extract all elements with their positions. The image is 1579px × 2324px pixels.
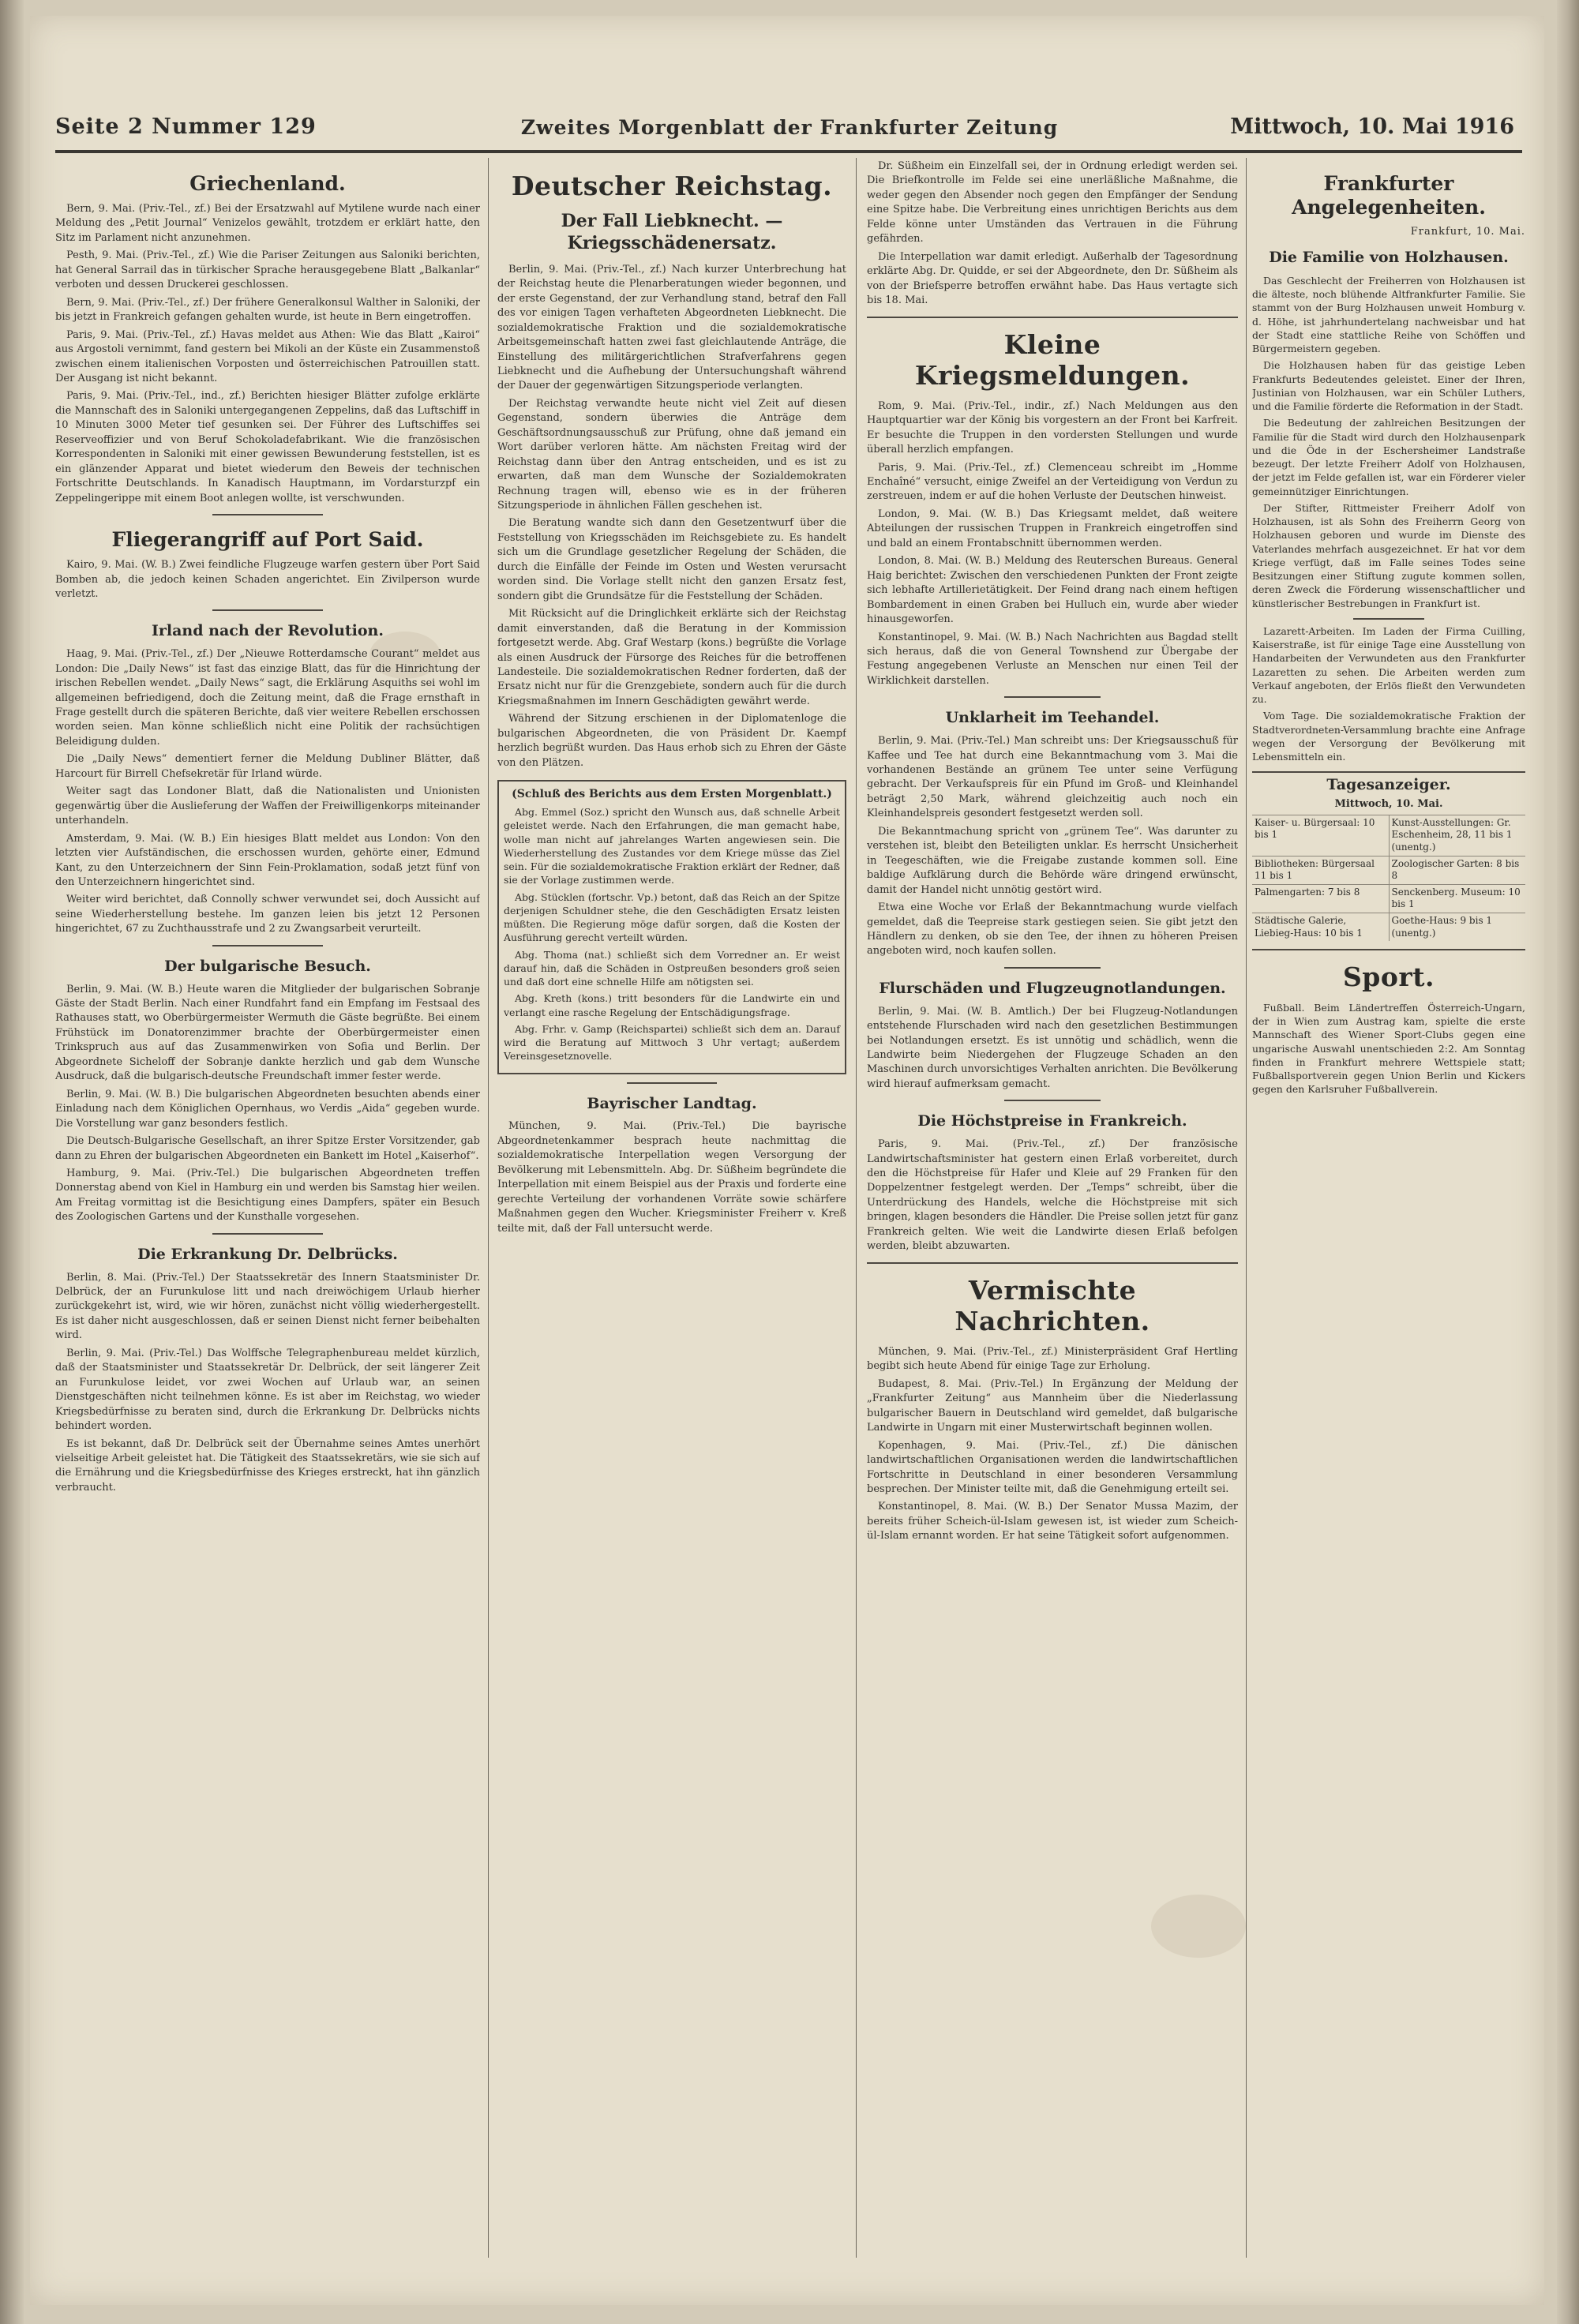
paragraph: Weiter sagt das Londoner Blatt, daß die Nationalisten und Unionisten gegenwärtig über die Auslieferung der Waffen der Freiwilligenkorps miteinander unterhandeln. (55, 785, 480, 827)
paragraph: Abg. Emmel (Soz.) spricht den Wunsch aus, daß schnelle Arbeit geleistet werde. Nach den Erfahrungen, die man gemacht habe, wolle man nicht auf jahrelanges Warten angewiesen sein. Die Wiederherstellung des Zustandes vor dem Kriege müsse das Ziel sein. Für die sozialdemokratische Fraktion erklärt der Redner, daß sie der Vorlage zustimmen werde. (504, 806, 840, 886)
article-hoechstpreise (867, 1138, 1238, 1254)
paragraph: Paris, 9. Mai. (Priv.-Tel., ind., zf.) Berichten hiesiger Blätter zufolge erklärte die Mannschaft des in Saloniki untergegangenen Zeppelins, daß das Luftschiff in 10 Minuten 3000 Meter tief gesunken sei. Der Führer des Luftschiffes sei Reserveoffizier und von Beruf Schokoladefabrikant. Wie die französischen Korrespondenten in Saloniki mit einer gewissen Bewunderung feststellen, ist es ein glänzender Apparat und bietet wiederum den Beweis der technischen Fortschritte Deutschlands. In Kanadisch Hauptmann, im Vordarsturzpf ein Zeppelingerippe mit einem Boot anlegen wollte, ist verschwunden. (55, 390, 480, 504)
column-2 (497, 159, 846, 2259)
section-heading-bulgarischer-besuch: Der bulgarische Besuch. (164, 957, 371, 975)
article-vermischtes (867, 1345, 1238, 1544)
article-kriegsmeldungen (867, 399, 1238, 689)
binding-shadow-right (1557, 0, 1579, 2324)
section-heading-kriegsmeldungen: Kleine Kriegsmeldungen. (914, 328, 1191, 392)
paragraph: Fußball. Beim Ländertreffen Österreich-Ungarn, der in Wien zum Austrag kam, spielte die erste Mannschaft des Wiener Sport-Clubs gegen eine ungarische Auswahl unentschieden 2:2. Am Sonntag finden in Frankfurt mehrere Wettspiele statt; Fußballsportverein gegen Union Berlin und Kickers gegen den Karlsruher Fußballverein. (1252, 1001, 1525, 1096)
column-3 (867, 159, 1238, 2259)
article-irland (55, 647, 480, 937)
paragraph: Paris, 9. Mai. (Priv.-Tel., zf.) Clemenceau schreibt im „Homme Enchaîné“ versucht, einige Zweifel an der Verteidigung von Verdun zu zerstreuen, indem er auf die hohen Verluste der Deutschen hinweist. (867, 461, 1238, 503)
section-heading-holzhausen: Die Familie von Holzhausen. (1269, 249, 1509, 266)
paragraph: Es ist bekannt, daß Dr. Delbrück seit der Übernahme seines Amtes unerhört vielseitige Arbeit geleistet hat. Die Tätigkeit des Staatssekretärs, wie sie sich auf die Ernährung und die Kriegsbedürfnisse des Krieges erstreckt, hat ihn gänzlich verbraucht. (55, 1438, 480, 1494)
article-fliegerangriff (55, 558, 480, 602)
table-row (1252, 884, 1525, 913)
table-cell: Palmengarten: 7 bis 8 (1252, 884, 1389, 913)
column-rule (856, 158, 857, 2258)
table-row (1252, 856, 1525, 884)
divider (212, 609, 323, 611)
paragraph: London, 9. Mai. (W. B.) Das Kriegsamt meldet, daß weitere Abteilungen der russischen Truppen in Frankreich eingetroffen sind und bald an einem Frontabschnitt übernommen werden. (867, 508, 1238, 549)
paragraph: Abg. Stücklen (fortschr. Vp.) betont, daß das Reich an der Spitze derjenigen Schuldner stehe, die den Geschädigten Ersatz leisten müßten. Die Regierung möge dafür sorgen, daß die Kosten der Ausführung gerecht verteilt würden. (504, 890, 840, 944)
article-griechenland (55, 202, 480, 506)
article-continuation-top (867, 159, 1238, 309)
paragraph: München, 9. Mai. (Priv.-Tel., zf.) Ministerpräsident Graf Hertling begibt sich heute Abend für einige Tage zur Erholung. (867, 1345, 1238, 1373)
section-heading-flurschaeden: Flurschäden und Flugzeugnotlandungen. (879, 979, 1226, 997)
paragraph: Hamburg, 9. Mai. (Priv.-Tel.) Die bulgarischen Abgeordneten treffen Donnerstag abend von Kiel in Hamburg ein und werden bis Samstag hier weilen. Am Freitag vormittag ist die Besichtigung eines Dampfers, später ein Besuch des Zoologischen Gartens und der Kunsthalle vorgesehen. (55, 1167, 480, 1224)
article-reichstag (497, 263, 846, 770)
paragraph: Der Reichstag verwandte heute nicht viel Zeit auf diesen Gegenstand, sondern überwies die Anträge dem Geschäftsordnungsausschuß zur Prüfung, ohne daß jemand ein Wort darüber verloren hätte. Am nächsten Freitag wird der Reichstag dann über den Antrag entscheiden, und es ist zu erwarten, daß man dem Wunsche der Sozialdemokraten Rechnung tragen will, ebenso wie es in der früheren Sitzungsperiode in ähnlichen Fällen geschehen ist. (497, 397, 846, 512)
paragraph: Haag, 9. Mai. (Priv.-Tel., zf.) Der „Nieuwe Rotterdamsche Courant“ meldet aus London: Die „Daily News“ ist fast das einzige Blatt, das für die Hinrichtung der irischen Rebellen wendet. „Daily News“ sagt, die Erklärung Asquiths sei wohl im allgemeinen befriedigend, doch die Zeitung meint, daß die Frage ernsthaft in Frage gestellt durch die späteren Berichte, daß vier weitere Rebellen erschossen worden seien. Man könne schließlich nicht eine Politik der rachsüchtigen Beleidigung dulden. (55, 648, 480, 748)
paragraph: Etwa eine Woche vor Erlaß der Bekanntmachung wurde vielfach gemeldet, daß die Teepreise stark gestiegen seien. Sie gibt jetzt den Händlern zu denken, ob sie den Tee, der ihnen zu höheren Preisen angeboten wird, noch kaufen sollen. (867, 901, 1238, 958)
paragraph: Das Geschlecht der Freiherren von Holzhausen ist die älteste, noch blühende Altfrankfurter Familie. Sie stammt von der Burg Holzhausen unweit Homburg v. d. Höhe, ist jahrhundertelang nachweisbar und hat der Stadt eine stattliche Reihe von Schöffen und Bürgermeistern gegeben. (1252, 274, 1525, 354)
paragraph: Kairo, 9. Mai. (W. B.) Zwei feindliche Flugzeuge warfen gestern über Port Said Bomben ab, die jedoch keinen Schaden angerichtet. Ein Zivilperson wurde verletzt. (55, 559, 480, 600)
divider (867, 1262, 1238, 1264)
paragraph: Abg. Kreth (kons.) tritt besonders für die Landwirte ein und verlangt eine rasche Regelung der Entschädigungsfrage. (504, 992, 840, 1018)
paragraph: Die Bekanntmachung spricht von „grünem Tee“. Was darunter zu verstehen ist, bleibt den Beteiligten unklar. Es herrscht Unsicherheit in Teegeschäften, wie die Freigabe zustande kommen soll. Eine baldige Aufklärung durch die Behörde wäre dringend erwünscht, damit der Handel nicht unnötig gestört wird. (867, 825, 1238, 896)
article-bulgarischer-besuch (55, 983, 480, 1225)
paragraph: Berlin, 9. Mai. (Priv.-Tel.) Man schreibt uns: Der Kriegsausschuß für Kaffee und Tee hat durch eine Bekanntmachung vom 3. Mai die vorhandenen Bestände an grünem Tee unter seine Verfügung gebracht. Der Verkaufspreis für ein Pfund im Groß- und Kleinhandel beträgt 2,50 Mark, während gleichzeitig auch noch ein Kleinhandelspreis gesondert festgesetzt werden soll. (867, 735, 1238, 820)
paragraph: Budapest, 8. Mai. (Priv.-Tel.) In Ergänzung der Meldung der „Frankfurter Zeitung“ aus Mannheim über die Niederlassung bulgarischer Bauern in Deutschland wird gemeldet, daß bulgarische Landwirte in Ungarn mit einer Musterwirtschaft beginnen wollen. (867, 1378, 1238, 1434)
paragraph: Kopenhagen, 9. Mai. (Priv.-Tel., zf.) Die dänischen landwirtschaftlichen Organisationen werden die landwirtschaftlichen Fortschritte in Deutschland in einer besonderen Versammlung besprechen. Der Minister teilte mit, daß die Genehmigung erteilt sei. (867, 1439, 1238, 1495)
tagesanzeiger-date: Mittwoch, 10. Mai. (1334, 798, 1443, 810)
table-cell: Bibliotheken: Bürgersaal 11 bis 1 (1252, 856, 1389, 884)
divider (627, 1082, 718, 1084)
paragraph: Mit Rücksicht auf die Dringlichkeit erklärte sich der Reichstag damit einverstanden, daß die Beratung in der Kommission fortgesetzt werde. Abg. Graf Westarp (kons.) begrüßte die Vorlage als einen Ausdruck der Fürsorge des Reiches für die betroffenen Landesteile. Die sozialdemokratischen Redner forderten, daß der Ersatz nicht nur für die Grenzgebiete, sondern auch für die durch Kriegsmaßnahmen im Innern Geschädigten gewährt werde. (497, 608, 846, 707)
paragraph: Weiter wird berichtet, daß Connolly schwer verwundet sei, doch Aussicht auf seine Wiederherstellung bestehe. Im ganzen leien bis jetzt 12 Personen hingerichtet, 67 zu Zuchthausstrafe und 2 zu Zwangsarbeit verurteilt. (55, 894, 480, 935)
paragraph: Abg. Thoma (nat.) schließt sich dem Vorredner an. Er weist darauf hin, daß die Schäden in Ostpreußen besonders groß seien und daß dort eine schnelle Hilfe am nötigsten sei. (504, 948, 840, 988)
divider (1353, 618, 1424, 620)
article-sport (1252, 1001, 1525, 1096)
masthead-rule (55, 150, 1522, 153)
column-4 (1252, 159, 1525, 2259)
newspaper-page (30, 16, 1544, 2305)
article-reichstag-continued (504, 805, 840, 1063)
paragraph: Berlin, 8. Mai. (Priv.-Tel.) Der Staatssekretär des Innern Staatsminister Dr. Delbrück, der an Furunkulose litt und nach dreiwöchigem Urlaub hierher zurückgekehrt ist, wird, wie wir hören, zunächst nicht völlig wiederhergestellt. Es ist daher nicht ausgeschlossen, daß er seinen Dienst nicht ferner beibehalten wird. (55, 1271, 480, 1342)
column-rule (1246, 158, 1247, 2258)
divider (1252, 771, 1525, 773)
paragraph: Vom Tage. Die sozialdemokratische Fraktion der Stadtverordneten-Versammlung brachte eine Anfrage wegen der Versorgung der Bevölkerung mit Lebensmitteln ein. (1252, 710, 1525, 763)
article-teehandel (867, 734, 1238, 959)
paragraph: Paris, 9. Mai. (Priv.-Tel., zf.) Havas meldet aus Athen: Wie das Blatt „Kairoi“ aus Argostoli vernimmt, fand gestern bei Mikoli an der Küste ein Zusammenstoß zwischen einem italienischen Vorposten und österreichischen Patrouillen statt. Der Ausgang ist nicht bekannt. (55, 328, 480, 384)
divider (1252, 949, 1525, 950)
article-delbrueck (55, 1271, 480, 1496)
paragraph: Berlin, 9. Mai. (W. B.) Die bulgarischen Abgeordneten besuchten abends einer Einladung nach dem Königlichen Opernhaus, wo Verdis „Aida“ gegeben wurde. Die Vorstellung war ganz besonders festlich. (55, 1088, 480, 1130)
paper-title: Zweites Morgenblatt der Frankfurter Zeitung (520, 116, 1059, 139)
table-cell: Goethe-Haus: 9 bis 1 (unentg.) (1389, 913, 1525, 942)
paragraph: Die Deutsch-Bulgarische Gesellschaft, an ihrer Spitze Erster Vorsitzender, gab dann zu Ehren der bulgarischen Abgeordneten ein Bankett im Hotel „Kaiserhof“. (55, 1135, 480, 1162)
table-row (1252, 815, 1525, 856)
paragraph: Die „Daily News“ dementiert ferner die Meldung Dubliner Blätter, daß Harcourt für Birrell Chefsekretär für Irland würde. (55, 753, 480, 780)
paragraph: München, 9. Mai. (Priv.-Tel.) Die bayrische Abgeordnetenkammer besprach heute nachmittag die sozialdemokratische Interpellation wegen Versorgung der Bevölkerung mit Lebensmitteln. Abg. Dr. Süßheim begründete die Interpellation mit einem Beispiel aus der Praxis und forderte eine gerechte Verteilung der vorhandenen Vorräte sowie schärfere Maßnahmen gegen den Wucher. Kriegsminister Freiherr v. Kreß teilte mit, daß der Fall untersucht werde. (497, 1120, 846, 1235)
divider (1004, 1100, 1101, 1101)
paragraph: Dr. Süßheim ein Einzelfall sei, der in Ordnung erledigt werden sei. Die Briefkontrolle im Felde sei eine unerläßliche Maßnahme, die weder gegen den Absender noch gegen den Empfänger der Sendung eine Spitze habe. Die Verbreitung eines unrichtigen Berichts aus dem Felde könne unter Umständen das Vertrauen in die Führung gefährden. (867, 160, 1238, 246)
section-heading-fliegerangriff: Fliegerangriff auf Port Said. (111, 528, 424, 552)
divider (212, 1233, 323, 1235)
section-heading-teehandel: Unklarheit im Teehandel. (945, 709, 1160, 727)
subheading-reichstag: Der Fall Liebknecht. — Kriegsschädenersatz. (561, 210, 783, 254)
paragraph: Berlin, 9. Mai. (W. B. Amtlich.) Der bei Flugzeug-Notlandungen entstehende Flurschaden wird nach den gesetzlichen Bestimmungen bei Notlandungen ersetzt. Es ist unnötig und schädlich, wenn die Landwirte beim Niedergehen der Flugzeuge Schaden an den Maschinen durch unvorsichtiges Verhalten anrichten. Die Bevölkerung wird hierauf aufmerksam gemacht. (867, 1005, 1238, 1090)
masthead (55, 107, 1522, 146)
column-rule (488, 158, 489, 2258)
paragraph: London, 8. Mai. (W. B.) Meldung des Reuterschen Bureaus. General Haig berichtet: Zwischen den verschiedenen Punkten der Front zeigte sich lebhafte Artillerietätigkeit. Der Feind drang nach einem heftigen Bombardement in einen Graben bei Hulluch ein, wurde aber wieder hinausgeworfen. (867, 555, 1238, 626)
article-bayern (497, 1119, 846, 1236)
paragraph: Konstantinopel, 9. Mai. (W. B.) Nach Nachrichten aus Bagdad stellt sich heraus, daß die von General Townshend zur Übergabe der Festung angegebenen Verluste an Menschen nur einen Teil der Wirklichkeit darstellen. (867, 631, 1238, 687)
section-heading-frankfurt: Frankfurter Angelegenheiten. (1292, 172, 1486, 219)
paragraph: Rom, 9. Mai. (Priv.-Tel., indir., zf.) Nach Meldungen aus den Hauptquartier war der König bis vorgestern an der Front bei Karfreit. Er besuchte die Truppen in den vordersten Stellungen und wurde überall herzlich empfangen. (867, 399, 1238, 456)
section-heading-sport: Sport. (1342, 961, 1435, 993)
paragraph: Amsterdam, 9. Mai. (W. B.) Ein hiesiges Blatt meldet aus London: Von den letzten vier Aufständischen, die erschossen wurden, gehörte einer, Edmund Kant, zu den Unterzeichnern der Sinn Fein-Proklamation, sodaß jetzt fünf von den Unterzeichnern hingerichtet sind. (55, 832, 480, 888)
continuation-note: (Schluß des Berichts aus dem Ersten Morgenblatt.) (512, 788, 832, 801)
section-heading-tagesanzeiger: Tagesanzeiger. (1326, 776, 1451, 794)
paragraph: Paris, 9. Mai. (Priv.-Tel., zf.) Der französische Landwirtschaftsminister hat gestern einen Erlaß vorbereitet, durch den die Höchstpreise für Hafer und Kleie auf 29 Franken für den Doppelzentner festgelegt werden. Der „Temps“ schreibt, über die Unterdrückung des Handels, welche die Höchstpreise mit sich bringen, klagen besonders die Händler. Die Preise sollen jetzt für ganz Frankreich gelten. Wie weit die Landwirte diesen Erlaß befolgen werden, bleibt abzuwarten. (867, 1138, 1238, 1253)
paragraph: Berlin, 9. Mai. (Priv.-Tel., zf.) Nach kurzer Unterbrechung hat der Reichstag heute die Plenarberatungen wieder begonnen, und der erste Gegenstand, der zur Verhandlung stand, betraf den Fall des vor einigen Tagen verhafteten Abgeordneten Liebknecht. Die sozialdemokratische Fraktion und die sozialdemokratische Arbeitsgemeinschaft hatten zwei fast gleichlautende Anträge, die Einstellung des militärgerichtlichen Strafverfahrens gegen Liebknecht und die Aufhebung der Untersuchungshaft während der Dauer der gegenwärtigen Sitzungsperiode verlangten. (497, 263, 846, 392)
section-heading-irland: Irland nach der Revolution. (152, 622, 384, 640)
table-cell: Zoologischer Garten: 8 bis 8 (1389, 856, 1525, 884)
article-holzhausen (1252, 274, 1525, 610)
paragraph: Die Beratung wandte sich dann den Gesetzentwurf über die Feststellung von Kriegsschäden im Reichsgebiete zu. Es handelt sich um die Grundlage gesetzlicher Regelung der Schäden, die durch die Einfälle der Feinde im Osten und Westen verursacht worden sind. Die Vorlage stellt nicht den ganzen Ersatz fest, sondern gibt die Grundsätze für die Feststellung der Schäden. (497, 517, 846, 602)
table-cell: Kunst-Ausstellungen: Gr. Eschenheim, 28, 11 bis 1 (unentg.) (1389, 815, 1525, 856)
paragraph: Konstantinopel, 8. Mai. (W. B.) Der Senator Mussa Mazim, der bereits früher Scheich-ül-Islam gewesen ist, ist wieder zum Scheich-ül-Islam ernannt worden. Er hat seine Tätigkeit sofort aufgenommen. (867, 1501, 1238, 1542)
paragraph: Abg. Frhr. v. Gamp (Reichspartei) schließt sich dem an. Darauf wird die Beratung auf Mittwoch 3 Uhr vertagt; außerdem Vereinsgesetznovelle. (504, 1022, 840, 1063)
table-cell: Städtische Galerie, Liebieg-Haus: 10 bis 1 (1252, 913, 1389, 942)
tagesanzeiger-table (1252, 815, 1525, 941)
divider (212, 514, 323, 515)
boxed-continuation (497, 780, 846, 1074)
issue-date: Mittwoch, 10. Mai 1916 (1230, 114, 1514, 139)
section-heading-hoechstpreise: Die Höchstpreise in Frankreich. (917, 1112, 1187, 1130)
paragraph: Die Interpellation war damit erledigt. Außerhalb der Tagesordnung erklärte Abg. Dr. Quidde, er sei der Abgeordnete, den Dr. Süßheim als von der Briefsperre betroffen erwähnt habe. Das Haus vertagte sich bis 18. Mai. (867, 250, 1238, 307)
tagesanzeiger-box (1252, 776, 1525, 941)
table-cell: Kaiser- u. Bürgersaal: 10 bis 1 (1252, 815, 1389, 856)
table-cell: Senckenberg. Museum: 10 bis 1 (1389, 884, 1525, 913)
paragraph: Pesth, 9. Mai. (Priv.-Tel., zf.) Wie die Pariser Zeitungen aus Saloniki berichten, hat General Sarrail das in türkischer Sprache herausgegebene Blatt „Balkanlar“ verboten und dessen Druckerei geschlossen. (55, 249, 480, 291)
paragraph: Der Stifter, Rittmeister Freiherr Adolf von Holzhausen, ist als Sohn des Freiherrn Georg von Holzhausen geboren und wurde im Dienste des Vaterlandes mehrfach ausgezeichnet. Er hat vor dem Kriege verfügt, daß im Falle seines Todes seine Besitzungen einer Stiftung zugute kommen sollen, deren Zweck die Förderung wissenschaftlicher und künstlerischer Bestrebungen in Frankfurt ist. (1252, 501, 1525, 609)
article-lazarett (1252, 624, 1525, 764)
paragraph: Die Bedeutung der zahlreichen Besitzungen der Familie für die Stadt wird durch den Holzhausenpark und die Öde in der Eschersheimer Landstraße bezeugt. Der letzte Freiherr Adolf von Holzhausen, der jetzt im Felde gefallen ist, war ein Förderer vieler gemeinnütziger Einrichtungen. (1252, 417, 1525, 497)
binding-shadow-left (0, 0, 24, 2324)
column-1 (55, 159, 480, 2259)
page-number: Seite 2 Nummer 129 (55, 114, 317, 139)
article-flurschaeden (867, 1005, 1238, 1093)
section-heading-griechenland: Griechenland. (189, 172, 346, 195)
section-heading-bayern: Bayrischer Landtag. (587, 1094, 757, 1112)
divider (867, 317, 1238, 318)
section-heading-reichstag: Deutscher Reichstag. (511, 171, 833, 201)
divider (1004, 967, 1101, 969)
paragraph: Lazarett-Arbeiten. Im Laden der Firma Cuilling, Kaiserstraße, ist für einige Tage eine Ausstellung von Handarbeiten der Verwundeten aus den Frankfurter Lazaretten zu sehen. Die Arbeiten werden zum Verkauf angeboten, der Erlös fließt den Verwundeten zu. (1252, 624, 1525, 705)
paragraph: Berlin, 9. Mai. (Priv.-Tel.) Das Wolffsche Telegraphenbureau meldet kürzlich, daß der Staatsminister und Staatssekretär Dr. Delbrück, der seit längerer Zeit an Furunkulose leidet, vor zwei Wochen auf Urlaub war, an seinen Dienstgeschäften nicht teilnehmen könne. Es ist aber im Reichstag, wo wieder Kriegsbedürfnisse zu beraten sind, durch die Erkrankung Dr. Delbrücks nichts behindert worden. (55, 1347, 480, 1433)
paragraph: Die Holzhausen haben für das geistige Leben Frankfurts Bedeutendes geleistet. Einer der Ihren, Justinian von Holzhausen, war ein Schüler Luthers, und die Familie förderte die Reformation in der Stadt. (1252, 359, 1525, 412)
divider (212, 945, 323, 946)
paragraph: Während der Sitzung erschienen in der Diplomatenloge die bulgarischen Abgeordneten, die von Präsident Dr. Kaempf herzlich begrüßt wurden. Das Haus erhob sich zu Ehren der Gäste von den Plätzen. (497, 713, 846, 769)
paragraph: Bern, 9. Mai. (Priv.-Tel., zf.) Bei der Ersatzwahl auf Mytilene wurde nach einer Meldung des „Petit Journal“ Venizelos gewählt, trotzdem er erklärt hatte, den Sitz im Parlament nicht anzunehmen. (55, 203, 480, 244)
table-row (1252, 913, 1525, 942)
section-heading-delbrueck: Die Erkrankung Dr. Delbrücks. (137, 1245, 398, 1263)
paragraph: Berlin, 9. Mai. (W. B.) Heute waren die Mitglieder der bulgarischen Sobranje Gäste der Stadt Berlin. Nach einer Rundfahrt fand ein Empfang im Festsaal des Rathauses statt, wo Oberbürgermeister Wermuth die Gäste begrüßte. Bei einem Frühstück im Donatorenzimmer brachte der Oberbürgermeister einen Trinkspruch aus auf das Zusammenwirken von Sofia und Berlin. Der Abgeordnete Sicheloff der Sobranje dankte herzlich und gab dem Wunsche Ausdruck, daß die bulgarisch-deutsche Freundschaft immer fester werde. (55, 983, 480, 1083)
divider (1004, 696, 1101, 698)
section-heading-vermischtes: Vermischte Nachrichten. (955, 1274, 1150, 1337)
paragraph: Bern, 9. Mai. (Priv.-Tel., zf.) Der frühere Generalkonsul Walther in Saloniki, der bis jetzt in Frankreich gefangen gehalten wurde, ist heute in Bern eingetroffen. (55, 296, 480, 324)
dateline: Frankfurt, 10. Mai. (1410, 226, 1525, 238)
